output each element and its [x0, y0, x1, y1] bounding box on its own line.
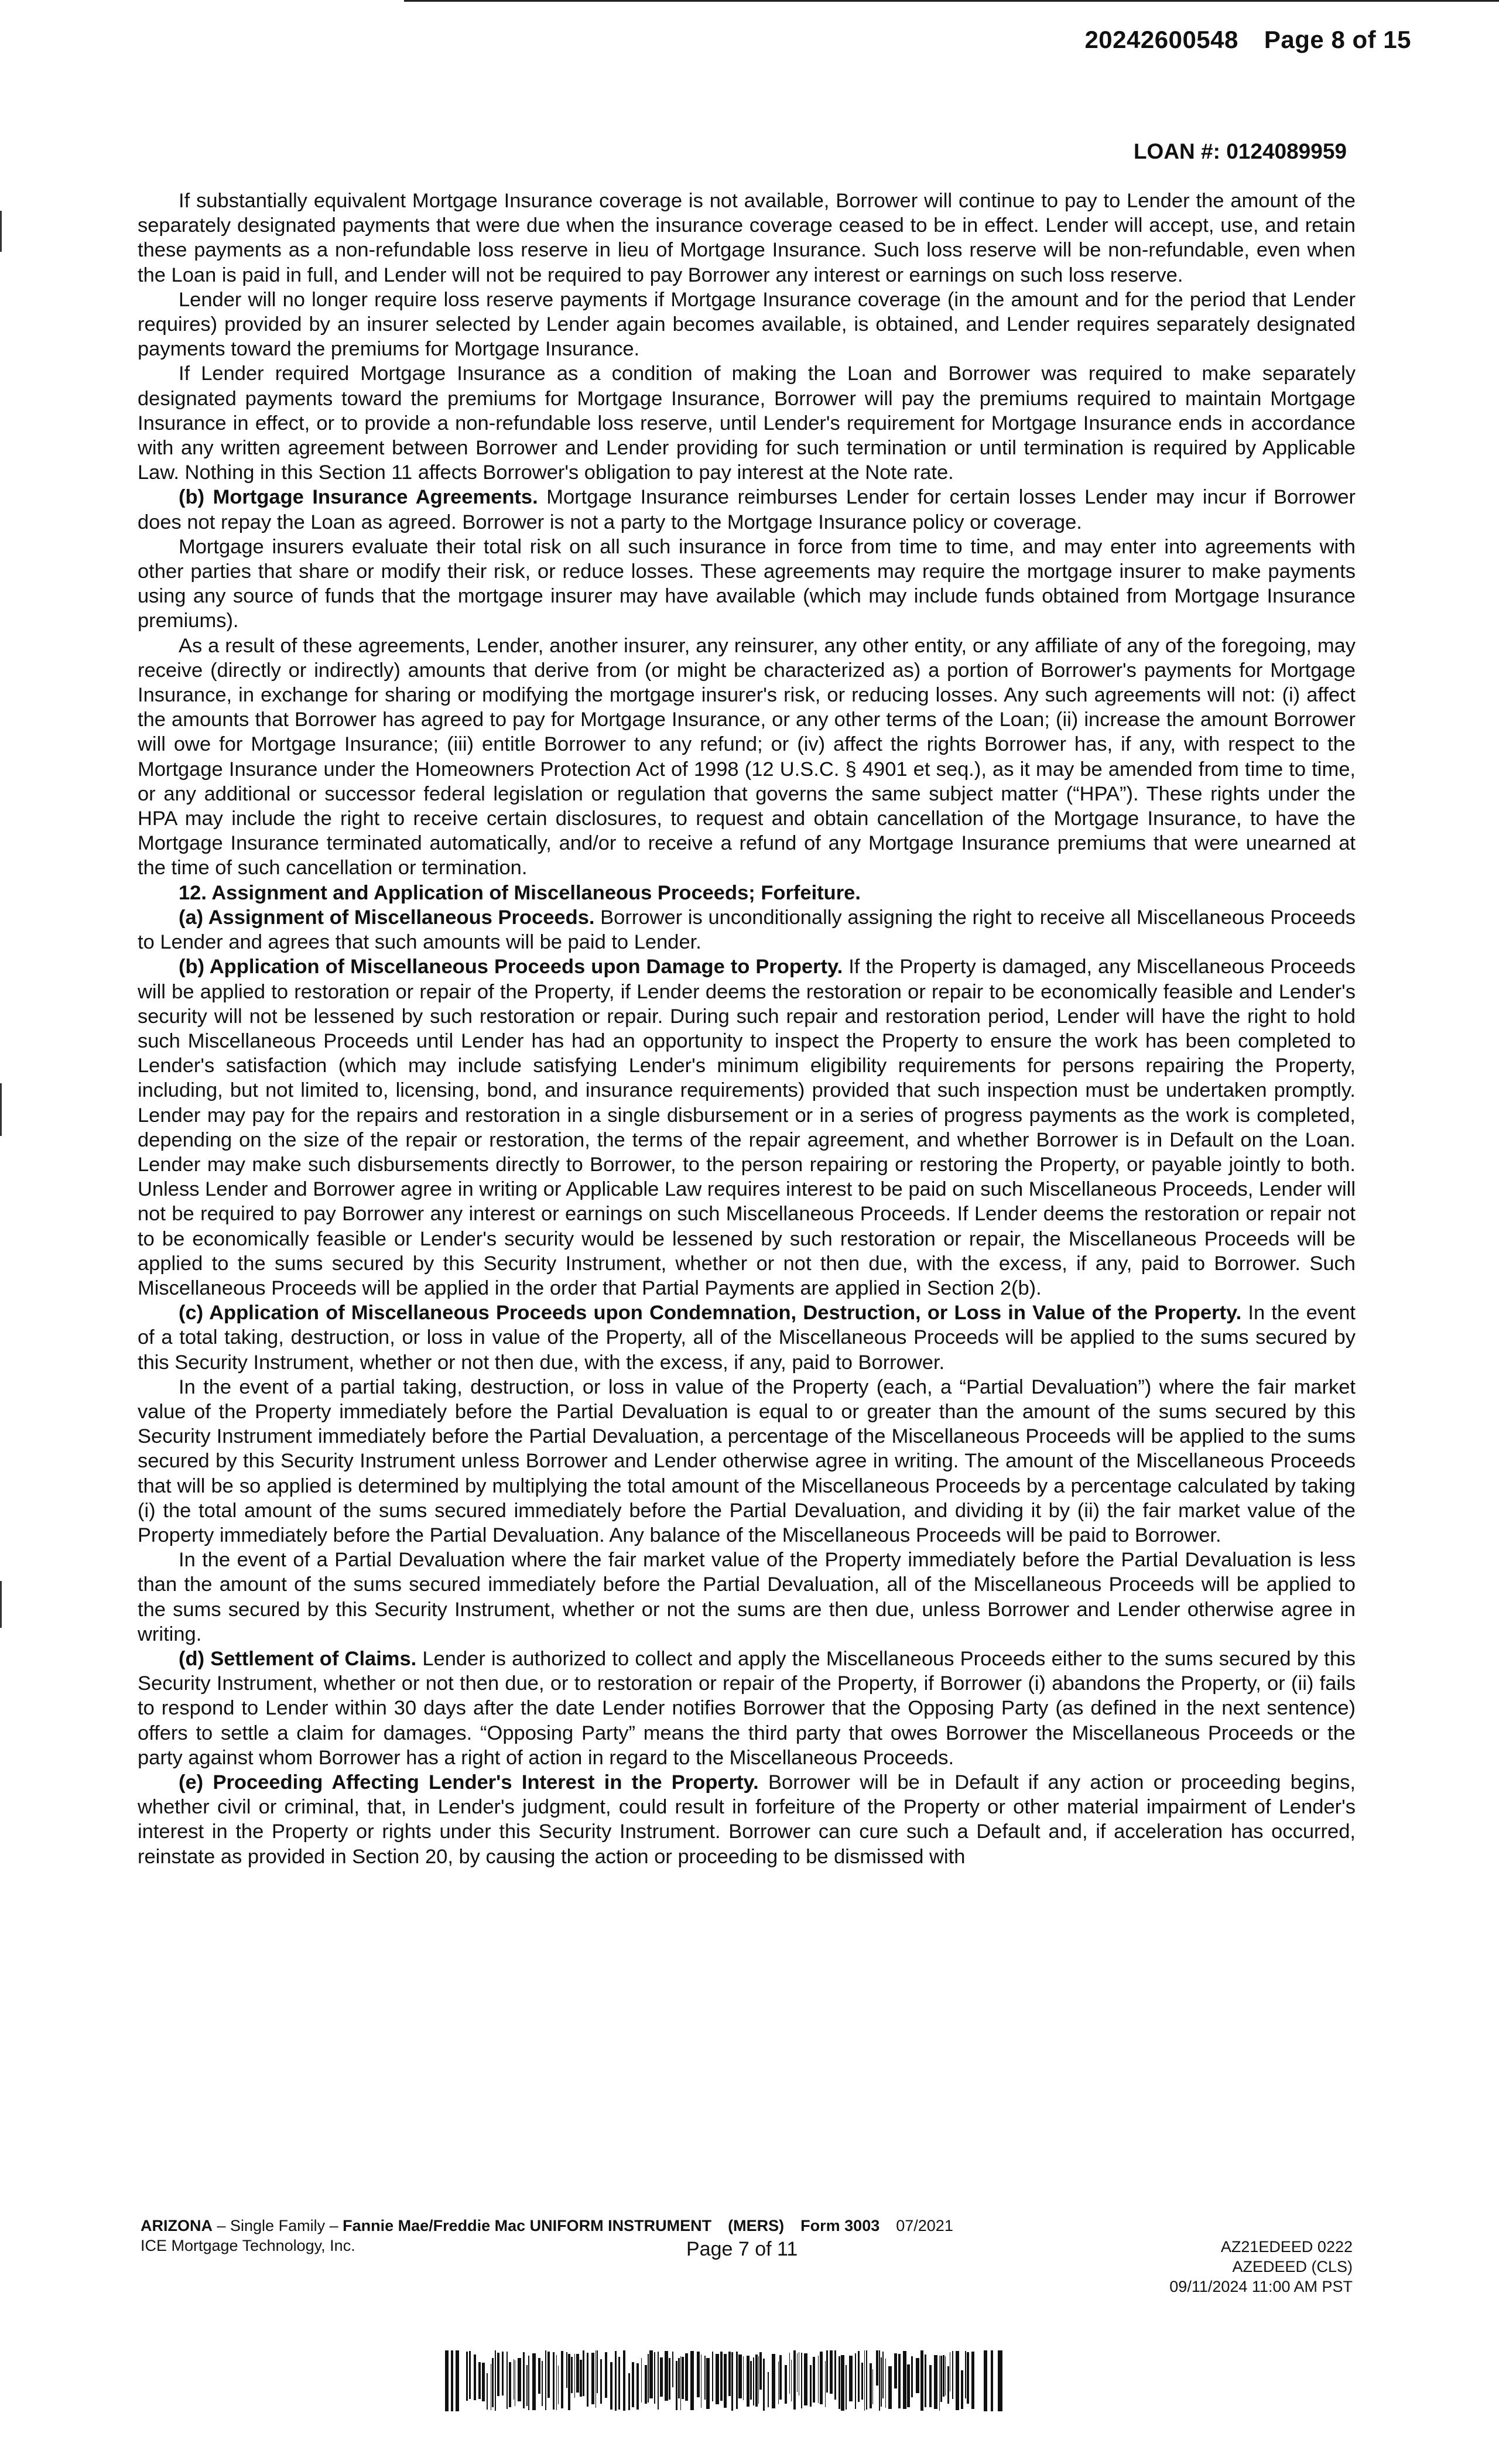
barcode-bar [566, 2352, 567, 2388]
barcode-bar [753, 2357, 754, 2405]
barcode-bar [864, 2350, 865, 2411]
barcode-bar [648, 2354, 649, 2403]
barcode-bar [916, 2358, 919, 2393]
barcode-bar [545, 2350, 546, 2410]
footer-form-info [141, 2216, 953, 2256]
paragraph [138, 881, 1356, 905]
barcode-bar [632, 2362, 634, 2407]
barcode-bar [649, 2350, 653, 2398]
barcode-bar [785, 2365, 787, 2404]
document-body [138, 189, 1356, 1869]
barcode-bar [956, 2351, 959, 2410]
barcode-bar [747, 2356, 750, 2407]
barcode-bar [587, 2353, 588, 2407]
barcode-bar [641, 2358, 642, 2403]
paragraph-text: In the event of a total taking, destruction, or loss in value of the Property, all of the Miscellaneous Proceeds will be applied to the sums secured by this Security Instrument, whether or not then due, with the excess, if any, paid to Borrower. [138, 1302, 1356, 1374]
barcode-bar [907, 2364, 910, 2407]
barcode-bar [820, 2352, 823, 2404]
recording-stamp [1084, 26, 1411, 54]
barcode-bar [658, 2352, 659, 2410]
barcode-bar [984, 2350, 987, 2411]
barcode-bar [861, 2363, 863, 2400]
barcode-bar [779, 2355, 782, 2400]
barcode-bar [736, 2352, 738, 2409]
barcode-bar [952, 2351, 953, 2399]
barcode-bar [789, 2353, 790, 2394]
barcode-bar [743, 2356, 744, 2400]
paragraph [138, 485, 1356, 534]
barcode-bar [903, 2351, 906, 2409]
barcode-bar [768, 2372, 769, 2407]
barcode-bar [998, 2350, 1002, 2411]
barcode-bar [724, 2354, 727, 2408]
barcode-bar [849, 2356, 853, 2401]
barcode-bar [497, 2353, 499, 2396]
barcode-bar [528, 2356, 529, 2410]
barcode-bar [553, 2352, 555, 2410]
barcode-bar [934, 2355, 937, 2409]
page-indicator: Page 8 of 15 [1264, 26, 1411, 53]
barcode-bar [682, 2357, 684, 2399]
barcode-bar [591, 2353, 594, 2404]
barcode-bar [654, 2352, 655, 2404]
barcode-bar [925, 2355, 926, 2407]
barcode-bar [474, 2355, 476, 2400]
barcode-bar [818, 2356, 819, 2403]
footer-code-2: AZEDEED (CLS) [1232, 2258, 1353, 2275]
barcode-bar [542, 2361, 543, 2406]
barcode-bar [680, 2356, 681, 2410]
barcode-bar [943, 2355, 944, 2397]
barcode-bar [846, 2365, 847, 2410]
barcode-bar [961, 2370, 963, 2409]
barcode-bar [495, 2350, 496, 2411]
paragraph-text: If substantially equivalent Mortgage Insurance coverage is not available, Borrower will continue to pay to Lender the amount of the separately designated payments that were due when the insurance coverage ceased to be in effect. Lender will accept, use, and retain these payments as a non-refundable loss reserve in lieu of Mortgage Insurance. Such loss reserve will be non-refundable, even when the Loan is paid in full, and Lender will not be required to pay Borrower any interest or earnings on such loss reserve. [138, 190, 1356, 286]
barcode-bar [469, 2351, 471, 2399]
barcode-bar [813, 2357, 815, 2403]
paragraph [138, 1375, 1356, 1548]
barcode-bar [772, 2354, 775, 2408]
section-heading: (e) Proceeding Affecting Lender's Interest in the Property. [179, 1771, 759, 1794]
footer-form-line [141, 2216, 953, 2236]
paragraph-text: If Lender required Mortgage Insurance as a condition of making the Loan and Borrower was required to make separately designated payments toward the premiums for Mortgage Insurance, Borrower will pay the premiums required to maintain Mortgage Insurance in effect, or to provide a non-refundable loss reserve, until Lender's requirement for Mortgage Insurance ends in accordance with any written agreement between Borrower and Lender providing for such termination or until termination is required by Applicable Law. Nothing in this Section 11 affects Borrower's obligation to pay interest at the Note rate. [138, 362, 1356, 484]
paragraph-text: Borrower is unconditionally assigning the right to receive all Miscellaneous Proceeds to Lender and agrees that such amounts will be paid to Lender. [138, 906, 1356, 954]
barcode-bar [451, 2350, 453, 2411]
barcode-bar [492, 2358, 494, 2407]
barcode-bar [810, 2365, 812, 2407]
barcode-bar [911, 2356, 913, 2397]
barcode-bar [991, 2350, 993, 2411]
paragraph [138, 634, 1356, 881]
barcode-bar [506, 2352, 508, 2409]
barcode-bar [690, 2351, 694, 2410]
barcode-bar [888, 2366, 892, 2409]
barcode-bar [894, 2353, 897, 2388]
section-heading: 12. Assignment and Application of Miscellaneous Proceeds; Forfeiture. [179, 881, 861, 904]
footer-form: Form 3003 [800, 2217, 880, 2234]
barcode-bar [763, 2359, 765, 2411]
barcode-bar [583, 2350, 584, 2396]
barcode-bar [826, 2350, 828, 2393]
barcode-bar [716, 2354, 719, 2404]
barcode-bar [841, 2355, 844, 2411]
barcode-bar [866, 2350, 867, 2410]
paragraph [138, 1647, 1356, 1770]
barcode-bar [967, 2352, 969, 2404]
paragraph [138, 361, 1356, 485]
barcode-bar [758, 2356, 759, 2404]
paragraph-text: As a result of these agreements, Lender, another insurer, any reinsurer, any other entity, or any affiliate of any of the foregoing, may receive (directly or indirectly) amounts that derive from (or might be characterized as) a portion of Borrower's payments for Mortgage Insurance, in exchange for sharing or modifying the mortgage insurer's risk, or reducing losses. Any such agreements will not: (i) affect the amounts that Borrower has agreed to pay for Mortgage Insurance, or any other terms of the Loan; (ii) increase the amount Borrower will owe for Mortgage Insurance; (iii) entitle Borrower to any refund; or (iv) affect the rights Borrower has, if any, with respect to the Mortgage Insurance under the Homeowners Protection Act of 1998 (12 U.S.C. § 4901 et seq.), as it may be amended from time to time, or any additional or successor federal legislation or regulation that governs the same subject matter (“HPA”). These rights under the HPA may include the right to receive certain disclosures, to request and obtain cancellation of the Mortgage Insurance, to have the Mortgage Insurance terminated automatically, and/or to receive a refund of any Mortgage Insurance premiums that were unearned at the time of such cancellation or termination. [138, 634, 1356, 879]
section-heading: (a) Assignment of Miscellaneous Proceeds. [179, 906, 595, 929]
paragraph [138, 1301, 1356, 1375]
barcode-bar [574, 2354, 575, 2398]
barcode-bar [728, 2352, 731, 2396]
barcode-bar [872, 2369, 873, 2404]
barcode-bar [876, 2350, 878, 2386]
barcode-bar [855, 2353, 856, 2409]
section-heading: (b) Mortgage Insurance Agreements. [179, 486, 538, 509]
paragraph-text: Mortgage insurers evaluate their total risk on all such insurance in force from time to time, and may enter into agreements with other parties that share or modify their risk, or reduce losses. These agreements may require the mortgage insurer to make payments using any source of funds that the mortgage insurer may have available (which may include funds obtained from Mortgage Insurance premiums). [138, 535, 1356, 632]
document-number: 20242600548 [1084, 26, 1238, 53]
barcode-bar [676, 2361, 677, 2410]
barcode-bar [881, 2357, 882, 2407]
paragraph-text: In the event of a Partial Devaluation where the fair market value of the Property immediately before the Partial Devaluation is less than the amount of the sums secured immediately before the Partial Devaluation, all of the Miscellaneous Proceeds will be applied to the sums secured by this Security Instrument, whether or not the sums are then due, unless Borrower and Lender otherwise agree in writing. [138, 1549, 1356, 1645]
footer-instrument: Fannie Mae/Freddie Mac UNIFORM INSTRUMENT [343, 2217, 712, 2234]
section-heading: (d) Settlement of Claims. [179, 1647, 417, 1670]
barcode-bar [778, 2362, 779, 2404]
barcode-bar [839, 2356, 840, 2409]
paragraph [138, 535, 1356, 634]
barcode-bar [558, 2366, 559, 2404]
barcode-bar [660, 2357, 663, 2397]
paragraph-text: If the Property is damaged, any Miscellaneous Proceeds will be applied to restoration or repair of the Property, if Lender deems the restoration or repair to be economically feasible and Lender's security will not be lessened by such restoration or repair. During such repair and restoration period, Lender will have the right to hold such Miscellaneous Proceeds until Lender has had an opportunity to inspect the Property to ensure the work has been completed to Lender's satisfaction (which may include satisfying Lender's minimum eligibility requirements for persons repairing the Property, including, but not limited to, licensing, bond, and insurance requirements) provided that such inspection must be undertaken promptly. Lender may pay for the repairs and restoration in a single disbursement or in a series of progress payments as the work is completed, depending on the size of the repair or restoration, the terms of the repair agreement, and whether Borrower is in Default on the Loan. Lender may make such disbursements directly to Borrower, to the person repairing or restoring the Property, or payable jointly to both. Unless Lender and Borrower agree in writing or Applicable Law requires interest to be paid on such Miscellaneous Proceeds, Lender will not be required to pay Borrower any interest or earnings on such Miscellaneous Proceeds. If Lender deems the restoration or repair not to be economically feasible or Lender's security would be lessened by such restoration or repair, the Miscellaneous Proceeds will be applied to the sums secured by this Security Instrument, whether or not then due, with the excess, if any, paid to Borrower. Such Miscellaneous Proceeds will be applied in the order that Partial Payments are applied in Section 2(b). [138, 956, 1356, 1299]
barcode-bar [731, 2352, 733, 2411]
barcode-bar [755, 2355, 758, 2407]
paragraph-text: Lender will no longer require loss reserve payments if Mortgage Insurance coverage (in the amount and for the period that Lender requires) provided by an insurer selected by Lender again becomes available, is obtained, and Lender requires separately designated payments toward the premiums for Mortgage Insurance. [138, 288, 1356, 361]
barcode-bar [672, 2352, 673, 2387]
barcode-bar [615, 2351, 617, 2411]
barcode-bar [597, 2350, 598, 2393]
barcode-bar [538, 2358, 540, 2394]
barcode-bar [561, 2351, 563, 2408]
barcode-bar [571, 2357, 573, 2393]
barcode-bar [456, 2350, 459, 2411]
barcode-bar [885, 2359, 886, 2408]
footer-page-number: Page 7 of 11 [686, 2238, 798, 2260]
barcode-bar [939, 2356, 940, 2411]
barcode-bar [568, 2354, 570, 2410]
barcode-bar [830, 2350, 833, 2394]
barcode-bar [898, 2354, 901, 2408]
barcode-bar [940, 2356, 942, 2402]
barcode-bar [791, 2360, 792, 2401]
paragraph-text: Lender is authorized to collect and apply the Miscellaneous Proceeds either to the sums secured by this Security Instrument, whether or not then due, or to restoration or repair of the Property, if Borrower (i) abandons the Property, or (ii) fails to respond to Lender within 30 days after the date Lender notifies Borrower that the Opposing Party (as defined in the next sentence) offers to settle a claim for damages. “Opposing Party” means the third party that owes Borrower the Miscellaneous Proceeds or the party against whom Borrower has a right of action in regard to the Miscellaneous Proceeds. [138, 1647, 1356, 1769]
paragraph [138, 189, 1356, 288]
barcode-bar [738, 2355, 742, 2398]
barcode-bar [628, 2373, 630, 2410]
barcode-bar [576, 2354, 579, 2393]
barcode-bar [478, 2362, 481, 2399]
barcode-bar [600, 2359, 602, 2404]
barcode-bar [704, 2356, 706, 2400]
barcode-bar [487, 2373, 488, 2410]
barcode-bar [759, 2352, 762, 2390]
barcode-bar [929, 2365, 932, 2407]
barcode-bar [858, 2351, 860, 2402]
footer-state: ARIZONA [141, 2217, 213, 2234]
paragraph [138, 288, 1356, 362]
barcode-bar [532, 2353, 536, 2410]
top-rule [404, 0, 1499, 2]
barcode-bar [547, 2352, 550, 2398]
paragraph [138, 905, 1356, 954]
barcode-bar [509, 2362, 511, 2407]
paragraph [138, 1548, 1356, 1647]
barcode-bar [947, 2366, 949, 2404]
footer-form-desc: – Single Family – [213, 2217, 343, 2234]
paragraph-text: In the event of a partial taking, destruction, or loss in value of the Property (each, a “Partial Devaluation”) where the fair market value of the Property immediately before the Partial Devaluation is equal to or greater than the amount of the sums secured by this Security Instrument immediately before the Partial Devaluation, a percentage of the Miscellaneous Proceeds will be applied to the sums secured by this Security Instrument unless Borrower and Lender otherwise agree in writing. The amount of the Miscellaneous Proceeds that will be so applied is determined by multiplying the total amount of the Miscellaneous Proceeds by a percentage calculated by taking (i) the total amount of the sums secured immediately before the Partial Devaluation, and dividing it by (ii) the fair market value of the Property immediately before the Partial Devaluation. Any balance of the Miscellaneous Proceeds will be paid to Borrower. [138, 1375, 1356, 1546]
barcode-bar [605, 2352, 607, 2398]
barcode-bar [678, 2358, 680, 2398]
barcode-bar [870, 2363, 872, 2408]
barcode-bar [636, 2363, 639, 2410]
barcode-bar [971, 2352, 974, 2409]
section-heading: (c) Application of Miscellaneous Proceeds upon Condemnation, Destruction, or Loss in Value of the Property. [179, 1302, 1242, 1325]
barcode-bar [526, 2365, 528, 2406]
barcode-bar [797, 2353, 798, 2392]
barcode-bar [518, 2358, 521, 2401]
barcode-bar [712, 2352, 713, 2401]
footer-timestamp: 09/11/2024 11:00 AM PST [1169, 2278, 1353, 2295]
barcode-bar [801, 2353, 802, 2408]
barcode-bar [834, 2350, 836, 2400]
barcode-bar [482, 2363, 485, 2401]
footer-codes [1169, 2237, 1353, 2297]
left-margin-mark [0, 211, 2, 252]
barcode-bar [882, 2352, 884, 2398]
barcode-bar [580, 2360, 582, 2397]
barcode-bar [965, 2351, 966, 2398]
barcode-bar [645, 2365, 647, 2404]
paragraph [138, 954, 1356, 1301]
barcode-bar [502, 2352, 504, 2395]
barcode-bar [523, 2352, 525, 2408]
barcode-bar [618, 2357, 620, 2410]
barcode-bar [945, 2356, 946, 2395]
barcode-bar [669, 2358, 670, 2400]
barcode-bar [623, 2350, 625, 2411]
paragraph-text: Mortgage Insurance reimburses Lender for certain losses Lender may incur if Borrower does not repay the Loan as agreed. Borrower is not a party to the Mortgage Insurance policy or coverage. [138, 486, 1356, 533]
left-margin-mark [0, 1083, 2, 1136]
section-heading: (b) Application of Miscellaneous Proceeds upon Damage to Property. [179, 956, 843, 978]
barcode-bar [466, 2352, 468, 2401]
paragraph-text: Borrower will be in Default if any action or proceeding begins, whether civil or criminal, that, in Lender's judgment, could result in forfeiture of the Property or other material impairment of Lender's interest in the Property or rights under this Security Instrument. Borrower can cure such a Default and, if acceleration has occurred, reinstate as provided in Section 20, by causing the action or proceeding to be dismissed with [138, 1771, 1356, 1868]
barcode-bar [750, 2361, 752, 2400]
footer-code-1: AZ21EDEED 0222 [1220, 2238, 1353, 2256]
barcode-bar [879, 2350, 880, 2411]
barcode-bar [697, 2352, 700, 2397]
barcode-bar [720, 2352, 723, 2401]
barcode-bar [793, 2350, 796, 2410]
barcode-bar [610, 2362, 612, 2410]
left-margin-mark [0, 1581, 2, 1628]
barcode-bar [920, 2350, 923, 2411]
paragraph [138, 1770, 1356, 1869]
barcode-bar [685, 2353, 688, 2401]
loan-number: LOAN #: 0124089959 [1133, 139, 1347, 163]
footer-mers: (MERS) [728, 2217, 785, 2234]
barcode-bar [804, 2353, 807, 2405]
footer-form-date: 07/2021 [896, 2217, 953, 2234]
barcode-bar [556, 2355, 557, 2410]
barcode-bar [825, 2361, 826, 2407]
footer-company: ICE Mortgage Technology, Inc. [141, 2237, 355, 2254]
barcode [445, 2350, 1007, 2411]
barcode-bar [445, 2350, 449, 2411]
barcode-bar [665, 2351, 668, 2401]
barcode-bar [706, 2358, 710, 2409]
